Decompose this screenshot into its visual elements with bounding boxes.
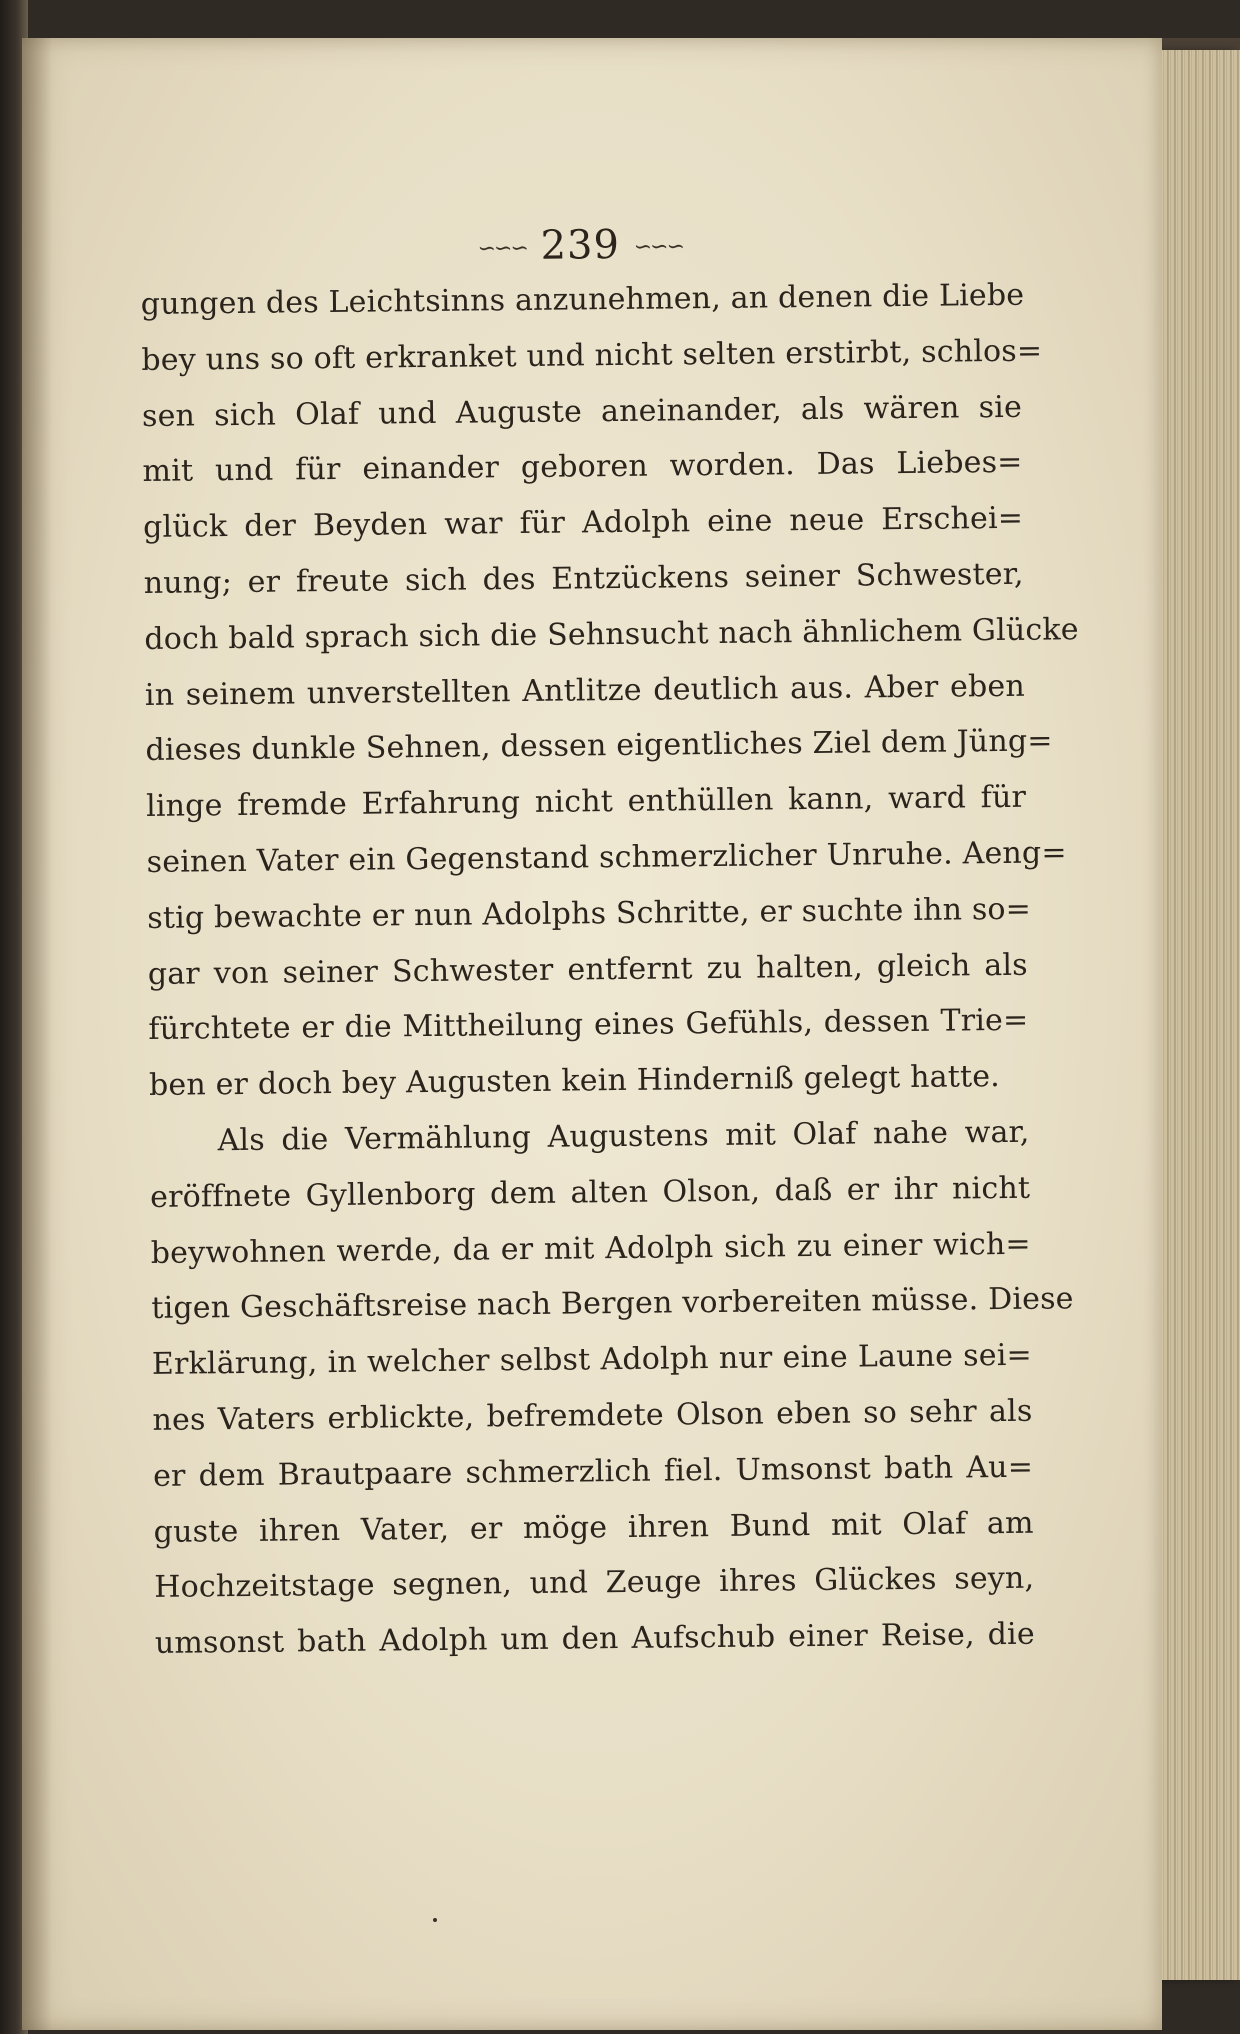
text-line: eröffnete Gyllenborg dem alten Olson, daß er ihr nicht <box>149 1170 1031 1215</box>
ink-speck <box>433 1918 437 1922</box>
text-line: in seinem unverstellten Antlitze deutlich aus. Aber eben <box>144 668 1026 713</box>
text-line: gar von seiner Schwester entfernt zu halten, gleich als <box>147 947 1028 992</box>
text-line: glück der Beyden war für Adolph eine neue Erschei= <box>142 500 1024 546</box>
text-line: guste ihren Vater, er möge ihren Bund mit Olaf am <box>153 1505 1034 1550</box>
text-line: nes Vaters erblickte, befremdete Olson eben so sehr als <box>152 1393 1033 1438</box>
page-number: 239 <box>540 221 621 269</box>
text-line: Als die Vermählung Augustens mit Olaf nahe war, <box>217 1114 1030 1159</box>
text-line: dieses dunkle Sehnen, dessen eigentliches Ziel dem Jüng= <box>145 723 1053 769</box>
text-line: linge fremde Erfahrung nicht enthüllen kann, ward für <box>145 779 1027 825</box>
text-line: sen sich Olaf und Auguste aneinander, als wären sie <box>141 389 1023 434</box>
text-line: fürchtete er die Mittheilung eines Gefühls, dessen Trie= <box>148 1003 1029 1048</box>
text-line: doch bald sprach sich die Sehnsucht nach ähnlichem Glücke <box>144 611 1079 657</box>
text-line: seinen Vater ein Gegenstand schmerzlicher Unruhe. Aeng= <box>146 835 1067 880</box>
text-line: umsonst bath Adolph um den Aufschub einer Reise, die <box>154 1616 1035 1662</box>
paragraph-2 <box>149 1105 1074 1672</box>
text-line: nung; er freute sich des Entzückens seiner Schwester, <box>143 556 1024 601</box>
gutter-shadow <box>22 38 52 2030</box>
text-line: stig bewachte er nun Adolphs Schritte, er suchte ihn so= <box>147 891 1032 936</box>
text-line: Hochzeitstage segnen, und Zeuge ihres Glückes seyn, <box>154 1561 1035 1606</box>
ornament-right: ∽∽∽ <box>633 234 684 260</box>
text-block <box>140 216 1079 1672</box>
paragraph-1 <box>140 268 1079 1114</box>
ornament-left: ∽∽∽ <box>477 235 527 262</box>
text-line: ben er doch bey Augusten kein Hinderniß gelegt hatte. <box>148 1059 1001 1104</box>
text-line: tigen Geschäftsreise nach Bergen vorbereiten müsse. Diese <box>151 1281 1074 1327</box>
running-head <box>140 216 1020 277</box>
text-line: bey uns so oft erkranket und nicht selten erstirbt, schlos= <box>141 333 1043 378</box>
text-line: beywohnen werde, da er mit Adolph sich zu einer wich= <box>150 1226 1031 1271</box>
text-line: Erklärung, in welcher selbst Adolph nur eine Laune sei= <box>151 1337 1033 1383</box>
page-edges-stack <box>1150 50 1240 1980</box>
text-line: er dem Brautpaare schmerzlich fiel. Umsonst bath Au= <box>152 1449 1034 1494</box>
text-line: gungen des Leichtsinns anzunehmen, an denen die Liebe <box>140 277 1025 322</box>
text-line: mit und für einander geboren worden. Das Liebes= <box>142 445 1023 490</box>
